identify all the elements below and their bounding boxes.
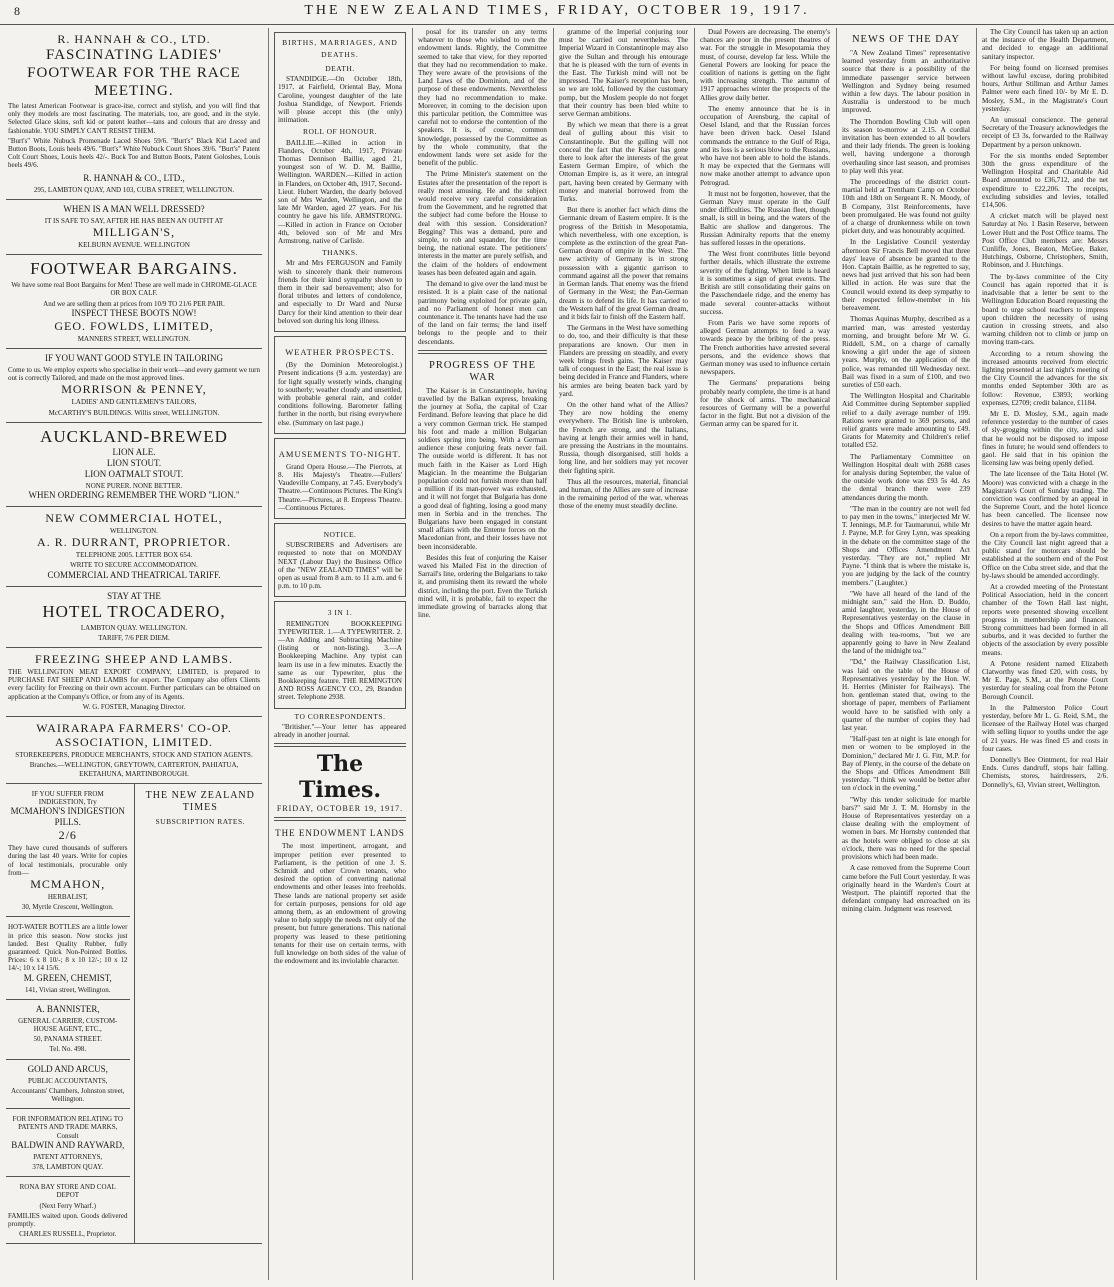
thanks-heading: THANKS.: [322, 248, 358, 258]
amusements-heading: AMUSEMENTS TO-NIGHT.: [278, 448, 402, 459]
war-heading: PROGRESS OF THE WAR: [429, 359, 536, 383]
weather-box: [274, 336, 406, 434]
trocadero-ad: [6, 587, 262, 648]
double-rule: [274, 817, 406, 821]
news-item: The Parliamentary Committee on Wellington Hospital dealt with 2688 cases for analysis during September, the value of the outside work done was £93 5s 4d. As the dental branch there were 239 attendances during the month.: [842, 452, 970, 502]
death-heading: DEATH.: [325, 64, 355, 73]
ad-lead: STAY AT THE: [107, 590, 161, 601]
honour-notice: BAILLIE.—Killed in action in Flanders, October 4th, 1917, Private Thomas Dennison Baillie, aged 21, youngest son of W. D. M. Baillie, Wellington. WARDEN.—Killed in action in Flanders, on October 4th, 1917, Second-Lieut. Hubert Warden, the dearly beloved son of Mrs Warden, Wellington, and the late Mr Warden, aged 27 years. For his country he gave his life. ARMSTRONG.—Killed in action in France on October 4th, beloved son of Mr and Mrs Armstrong, native of Carlisle.: [278, 138, 402, 246]
article-text: The West front contributes little beyond further details, which illustrate the extreme severity of the fighting. When little is heard it is sometimes a sign of great events. The British are still consolidating their gains on the Passchendaele ridge, and the enemy has made several counter-attacks without success.: [700, 250, 830, 316]
news-item: "Half-past ten at night is late enough for men or women to be employed in the Dominion," declared Mr J. G. Fitt, M.P. for Bay of Plenty, in the course of the debate on the Shops and Offices Amendment Bill yesterday. "I think we would be better after ten o'clock in the evening.": [842, 735, 970, 793]
subscription-rates-label: SUBSCRIPTION RATES.: [155, 816, 246, 826]
ad-address: 378, LAMBTON QUAY.: [32, 1162, 104, 1171]
ad-name: RONA BAY STORE AND COAL DEPOT: [19, 1183, 116, 1200]
ad-phone: Tel. No. 498.: [49, 1045, 87, 1054]
rates-table-placeholder: [139, 828, 263, 1128]
ad-proprietor: A. R. DURRANT, PROPRIETOR.: [37, 535, 231, 550]
ad-items: "Burt's" White Nubuck Promenade Laced Shoes 59/6. "Burt's" Black Kid Laced and Button Boots, Louis heels 49/6. "Burt's" White Nubuck Court Shoes 39/6. "Burt's" Patent Colt Court Shoes, Louis heels 42/-. Buck Toe and Button Boots, Patent Goloshes, Louis heels 49/6.: [8, 136, 260, 170]
ad-trade: LADIES' AND GENTLEMEN'S TAILORS,: [71, 398, 197, 407]
news-item: For the six months ended September 30th the gross expenditure of the Wellington Hospital and Charitable Aid Board amounted to £36,712, and the net expenditure to £22,206. The receipts, excluding subsidies and levies, totalled £14,506.: [982, 151, 1108, 210]
ad-name: A. BANNISTER,: [35, 1003, 100, 1014]
ad-address: KELBURN AVENUE. WELLINGTON: [78, 241, 190, 250]
news-item: "We have all heard of the land of the midnight sun," said the Hon. D. Buddo, amid laughter, yesterday, in the House of Representatives yesterday on the clause in the Shops and Offices Amendment Bill dealing with tea-rooms, "but we are apparently going to have in New Zealand the land of the midnight tea.": [842, 589, 970, 656]
article-text: The Germans' preparations being probably nearly complete, the time is at hand for the shock of arms. The mechanical resources of Germany will be a powerful factor in the fight. But not a division of the German army can be spared for it.: [700, 379, 830, 429]
correspondents-text: "Britisher."—Your letter has appeared already in another journal.: [274, 722, 406, 739]
ad-address: 50, PANAMA STREET.: [33, 1035, 102, 1044]
ad-name: GEO. FOWLDS, LIMITED,: [54, 318, 214, 333]
ad-name: MILLIGAN'S,: [92, 225, 176, 240]
editorial-text: The Prime Minister's statement on the Estates after the presentation of the report is really most amusing. He and the subject would receive very careful consideration from the Government, and he regretted that the subject had come before the House to deal with this session. Consideration? Begging? This was a demand, pure and simple, to rob and squander, for the time being, the national estate. The petitioners' interests in the matter are purely selfish, and the claim of the holders of endowment leases has been defeated again and again.: [418, 170, 547, 277]
small-ads-left: [6, 784, 135, 1244]
correspondents-heading: TO CORRESPONDENTS.: [294, 711, 386, 721]
news-item: "Dd," the Railway Classification List, was laid on the table of the House of Representatives yesterday by the Hon. W. H. Herries (Minister for Railways). The hon. gentleman stated that, owing to the shortage of paper, members of Parliament would have to be satisfied with only a quarter of the number of copies they had last year.: [842, 658, 970, 733]
ad-body: HOT-WATER BOTTLES are a little lower in price this season. Now stocks just landed. Best Quality Rubber, fully guaranteed. Quick Non-Pointed Bottles. Prices: 6 x 8 10/-; 8 x 10 12/-; 10 x 12 14/-; 10 x 14 15/6.: [8, 923, 128, 973]
ad-signature: CHARLES RUSSELL, Proprietor.: [19, 1230, 117, 1239]
ad-address: 141, Vivian street, Wellington.: [25, 985, 111, 994]
ad-headline: FASCINATING LADIES' FOOTWEAR FOR THE RACE MEETING.: [27, 47, 241, 99]
editorial-column: [412, 28, 553, 1278]
news-item: A Petone resident named Elizabeth Clatworthy was fined £20, with costs, by Mr E. Page, S.M., at the Petone Court yesterday for stealing coal from the Petone Borough Council.: [982, 659, 1108, 701]
ad-name: MORRISON & PENNEY,: [61, 382, 207, 397]
news-item: On a report from the by-laws committee, the City Council last night agreed that a public stand for motorcars should be established at the southern end of the Post Office on the Cuba street side, and that the by-laws should be amended accordingly.: [982, 530, 1108, 580]
milligan-ad: [6, 200, 262, 255]
ad-name: GOLD AND ARCUS,: [27, 1063, 108, 1074]
ad-line: LION STOUT.: [106, 457, 162, 468]
article-text: By which we mean that there is a great deal of gulling about this visit to Constantinople. But the gulling will not conceal the fact that the Kaiser has gone there to look after the interests of the great Eastern German Empire, of which the Ottoman Empire is, as it were, an integral part, having been created by Germany with money and material borrowed from the Turks.: [559, 121, 688, 204]
news-item: Thomas Aquinas Murphy, described as a married man, was arrested yesterday morning, and brought before Mr W. G. Riddell, S.M., on a charge of carnally knowing a girl under the age of sixteen years. Murphy, on the application of the police, was remanded till Wednesday next. Bail was fixed in a sum of £100, and two sureties of £50 each.: [842, 315, 970, 389]
hotwater-ad: [6, 917, 130, 999]
news-item: "The man in the country are not well fed to pay men in the towns," interjected Mr W. T. Jennings, M.P. for Taumarunui, while Mr J. Payne, M.P. for Grey Lynn, was speaking in the debate on the committee stage of the Shops and Offices Amendment Act yesterday. "They are not," replied Mr Payne. "I think that is where the mistake is, you are judging by the lack of the country members." (Laughter.): [842, 504, 970, 587]
ad-lead: IF YOU WANT GOOD STYLE IN TAILORING: [45, 353, 223, 364]
ad-product: MCMAHON'S INDIGESTION PILLS.: [10, 806, 125, 828]
war-text: The Kaiser is in Constantinople, having travelled by the Balkan express, breaking the journey at Sofia, the capital of Czar Ferdinand. Before leaving that place he did a very common German trick. He stamped his foot and made a million Bulgarian soldiers spring into being. With a German audience these conjuring feats never fail. The outside world is different. It has not much faith in the Kaiser as Lord High Magician. In the meantime the Bulgarian population could not furnish more than half a million if its man-power was exhausted, and it will not forget that Bulgaria has done a good deal of fighting, losing a good many men in Serbia and in the trenches. The Bulgarians have been engaged in constant small affairs with the Entente forces on the Macedonian front, and their losses have not been inconsiderable.: [418, 386, 547, 551]
small-ads-row: [6, 784, 262, 1245]
gold-arcus-ad: [6, 1060, 130, 1110]
article-text: Thus all the resources, material, financial and human, of the Allies are sure of increase in the remaining period of the war, whereas those of the enemy must steadily decline.: [559, 477, 688, 511]
ad-address: Accountants' Chambers, Johnston street, Wellington.: [11, 1086, 125, 1103]
ad-name: BALDWIN AND RAYWARD,: [11, 1139, 125, 1150]
masthead-title: THE NEW ZEALAND TIMES, FRIDAY, OCTOBER 19, 1917.: [304, 3, 810, 18]
news-item: "A New Zealand Times" representative learned yesterday from an authoritative source that there is a possibility of the immediate passenger service between Wellington and Sydney being resumed within a few days. The labour position in Australia is understood to be much improved.: [842, 49, 970, 115]
article-text: It must not be forgotten, however, that the German Navy must operate in the Gulf under difficulties. The Russian fleet, though small, is still in being, and the waters of the Baltic are shallow and dangerous. The Russian Admiralty reports that the enemy has suffered losses in the operations.: [700, 189, 830, 248]
ad-body: FAMILIES waited upon. Goods delivered promptly.: [8, 1211, 128, 1228]
ad-name: NEW COMMERCIAL HOTEL,: [45, 511, 223, 526]
ad-address: McCARTHY'S BUILDINGS. Willis street, WELLINGTON.: [48, 408, 220, 417]
ad-body: The latest American Footwear is grace-itse, correct and stylish, and you will find that only they models are most fascinating. The materials, too, are good, and in the style. Selected Glace skins, soft kid or patent leather—tans and colours that are dressy and fashionable. YOU SIMPLY CAN'T RESIST THEM.: [8, 102, 260, 135]
news-item: The by-laws committee of the City Council has again reported that it is inadvisable that a letter be sent to the Wellington Education Board requesting the board to urge school teachers to impress upon children the necessity of using caution in crossing streets, and also warning children not to climb or jump on moving tram-cars.: [982, 272, 1108, 347]
times-rates-heading: THE NEW ZEALAND TIMES: [145, 789, 255, 813]
ad-cta: INSPECT THESE BOOTS NOW!: [71, 307, 197, 318]
freezing-ad: [6, 648, 262, 717]
death-notice: STANDIDGE.—On October 18th, 1917, at Fairfield, Oriental Bay, Mona Caroline, youngest daughter of the late Joshua Standidge, of Newport. Friends will please accept this (the only) intimation.: [278, 75, 402, 125]
news-item: In the Palmerston Police Court yesterday, before Mr L. G. Reid, S.M., the licensee of the Railway Hotel was charged with selling liquor to youths under the age of 21 years. He was fined £5 and costs in four cases.: [982, 703, 1108, 753]
page-number: 8: [14, 4, 20, 18]
news-item: A cricket match will be played next Saturday at No. 1 Basin Reserve, between Lower Hutt and the Post Office teams. The Post Office Club members are: Messrs Cunliffe, Jones, Beaton, McGee, Baker, Hutchings, Osborne, Christophers, Smith, Robinson, and J. Hutchings.: [982, 212, 1108, 270]
ad-headline: WAIRARAPA FARMERS' CO-OP. ASSOCIATION, LIMITED.: [36, 721, 232, 750]
editorial-text: posal for its transfer on any terms whatever to those who wished to own the endowment lands. Rightly, the Committee seemed to take that view, for they reported that they had no recommendation to make. They were aware of the provisions of the Land Laws of the Dominion, and of the purpose of these endowments. Nevertheless they had no recommendation to make. Moreover, in coming to the decision upon this particular petition, the Committee was careful not to endorse the contention of the speakers. It is, of course, common knowledge, possessed by the Committee as by the whole community, that the endowment lands were set aside for the benefit of the public.: [418, 28, 547, 168]
ad-remember: WHEN ORDERING REMEMBER THE WORD "LION.": [28, 490, 240, 501]
ad-footer: R. HANNAH & CO., LTD.,: [83, 172, 185, 183]
ad-tariff: COMMERCIAL AND THEATRICAL TARIFF.: [47, 569, 221, 580]
notices-column: [268, 28, 412, 1278]
amusements-box: [274, 438, 406, 519]
article-text: From Paris we have some reports of alleged German attempts to feed a way towards peace by the bribing of the press. The French authorities have arrested several persons, and the evidence shows that German money was used to influence certain newspapers.: [700, 318, 830, 377]
notice-heading: NOTICE.: [323, 529, 357, 539]
ad-trade: GENERAL CARRIER, CUSTOM-HOUSE AGENT, ETC.,: [18, 1016, 118, 1033]
notice-box: [274, 523, 406, 597]
news-item: A case removed from the Supreme Court came before the Full Court yesterday. It was originally heard in the Warden's Court at Westport. The plaintiff reported that the defendant company had encroached on its mining claim. Judgment was reserved.: [842, 864, 970, 914]
ad-trade: PATENT ATTORNEYS,: [33, 1152, 103, 1161]
news-item: An unusual conscience. The general Secretary of the Treasury acknowledges the receipt of £3 3s, forwarded to the Railway Department by a person unknown.: [982, 116, 1108, 149]
remington-box: [274, 601, 406, 708]
lion-ad: [6, 423, 262, 507]
endowment-text: The most impertinent, arrogant, and improper petition ever presented to Parliament, is the petition of one J. S. Schmidt and other Crown tenants, who desired the option of converting national endowments and other leases into freeholds. These lands are national property set aside for certain purposes, pensions for old age among them, as an endowment of growing value to help supply the needs not only of the present, but future generations. This national property was leased to these petitioning tenants for their use on certain terms, with full knowledge on both sides of the value of the endowment and its inviolable character.: [274, 842, 406, 966]
births-box: [274, 32, 406, 332]
advertisement-column: [0, 28, 268, 1278]
ad-address: LAMBTON QUAY. WELLINGTON.: [80, 623, 188, 632]
ad-trade: PUBLIC ACCOUNTANTS,: [27, 1076, 108, 1085]
ad-line: LION ALE.: [112, 446, 156, 457]
times-logo: The Times.: [298, 751, 382, 804]
masthead: [0, 0, 1114, 25]
ad-city: WELLINGTON.: [110, 527, 158, 536]
ad-address: MANNERS STREET, WELLINGTON.: [77, 334, 191, 343]
honour-heading: ROLL OF HONOUR.: [302, 127, 378, 137]
article-text: The enemy announce that he is in occupation of Arensburg, the capital of Oesel Island, and that the Russian forces have been driven back. Oesel Island commands the entrance to the Gulf of Riga, and its loss is a serious blow to the Russians, who have not been able to hold the islands. It may be expected that the Germans will now make another attempt to advance upon Petrograd.: [700, 104, 830, 187]
ad-phone: TELEPHONE 2005. LETTER BOX 654.: [75, 551, 193, 560]
war-text: Besides this feat of conjuring the Kaiser waved his Mailed Fist in the direction of Sarrail's line, ordering the Bulgarians to take it, and promising them its reward the whole district, including the port. Even the Turkish mind will, it is probable, fail to expect the immediate growing of barracks along that line.: [418, 553, 547, 620]
endowment-heading: THE ENDOWMENT LANDS: [275, 828, 405, 839]
remington-text: REMINGTON BOOKKEEPING TYPEWRITER. 1.—A TYPEWRITER. 2.—An Adding and Subtracting Machine (listing or non-listing). 3.—A Bookkeeping Machine. Any typist can learn its use in a few minutes. Exactly the same as our Typewriter, plus the Bookkeeping feature. THE REMINGTON AND ROSS AGENCY CO., 29, Brandon street. Telephone 2938.: [278, 619, 402, 702]
double-rule: [274, 743, 406, 747]
ad-foot: NONE PURER. NONE BETTER.: [85, 481, 183, 490]
news-item: The City Council has taken up an action at the instance of the Health Department, and decided to engage an additional sanitary inspector.: [982, 28, 1108, 61]
ad-address: 30, Myrtle Crescent, Wellington.: [21, 903, 114, 912]
war-column-continued: [694, 28, 836, 1278]
news-item: Donnelly's Bee Ointment, for real Hair Ends. Cures dandruff, stops hair falling. Chemists, stores, hairdressers, 2/6. Donnelly's, 63, Vivian street, Wellington.: [982, 756, 1108, 789]
amusements-text: Grand Opera House.—The Pierrots, at 8. His Majesty's Theatre.—Fullers' Vaudeville Company, at 7.45. Everybody's Theatre.—Continuous Pictures. The King's Theatre.—Pictures, at 8. Empress Theatre.—Continuous Pictures.: [278, 462, 402, 512]
ad-headline: AUCKLAND-BREWED: [40, 426, 228, 446]
thanks-notice: Mr and Mrs FERGUSON and Family wish to sincerely thank their numerous friends for their kind sympathy shown to them in their sad bereavement; also for floral tributes and letters of condolence, and especially to Dr Ward and Nurse Darcy for their kind attention to their dear beloved son during his long illness.: [278, 259, 402, 325]
ad-body: We have some real Boot Bargains for Men! These are well made in CHROME-GLACE OR BOX CALF.: [11, 281, 257, 298]
ad-sub: (Next Ferry Wharf.): [39, 1201, 96, 1210]
ad-sub: IT IS SAFE TO SAY, AFTER HE HAS BEEN AN OUTFIT AT: [44, 216, 224, 225]
news-item: For being found on licensed premises without lawful excuse, during prohibited hours, Arthur Stillman and Arthur James Palmer were each fined 10/- by Mr E. D. Mosley, S.M., in the Magistrate's Court yesterday.: [982, 63, 1108, 113]
ad-name: R. HANNAH & CO., LTD.: [57, 32, 211, 46]
notice-text: SUBSCRIBERS and Advertisers are requested to note that on MONDAY NEXT (Labour Day) the Business Office of the "NEW ZEALAND TIMES" will be open as usual from 8 a.m. to 11 a.m. and 6 p.m. to 10 p.m.: [278, 541, 402, 591]
news-heading: NEWS OF THE DAY: [851, 34, 961, 45]
ad-prices: And we are selling them at prices from 10/9 TO 21/6 PER PAIR.: [43, 299, 225, 308]
news-column: [836, 28, 976, 1278]
news-item: Mr E. D. Mosley, S.M., again made reference yesterday to the number of cases of sly-grogging within the city, and said that he would not be disposed to impose fines in future; he would send offenders to gaol. He said that in his opinion the licensing law was being openly defied.: [982, 409, 1108, 468]
ad-branches: Branches.—WELLINGTON, GREYTOWN, CARTERTON, PAHIATUA, EKETAHUNA, MARTINBOROUGH.: [29, 761, 239, 778]
ad-trade: STOREKEEPERS, PRODUCE MERCHANTS, STOCK AND STATION AGENTS.: [15, 751, 253, 760]
article-text: gramme of the Imperial conjuring tour must be carried out nevertheless. The Imperial Wizard in Constantinople may also give the Sultan and through his entourage that he is pleased with the turn of events in the East. The Turkish mind will not be impressed. The Kaiser's reception has been, so we are told, followed by the customary pomp, but the Moslem people do not forget that their country has been bled white to serve German ambitions.: [559, 28, 688, 119]
ad-trade: HERBALIST,: [47, 892, 88, 901]
news-item: According to a return showing the increased amounts received from electric lighting presented at last night's meeting of the City Council the advances for the six months ended September 30th are as follow: Revenue, £3893; working expenses, £2709; credit balance, £1184.: [982, 349, 1108, 407]
births-heading: BIRTHS, MARRIAGES, AND DEATHS.: [282, 38, 398, 59]
news-item: The proceedings of the district court-martial held at Trentham Camp on October 10th and 18th on Sergeant R. N. Moody, of B Company, 31st Reinforcements, have been promulgated. He was found not guilty of a charge of drunkenness while on town picket duty, and was honourably acquitted.: [842, 178, 970, 236]
patents-ad: [6, 1109, 130, 1177]
ad-body: THE WELLINGTON MEAT EXPORT COMPANY, LIMITED, is prepared to PURCHASE FAT SHEEP AND LAMBS for export. The Company also offers Clients every facility for Freezing on their own account. Further particulars can be obtained on application at the Company's Office, or from any of its Agents.: [8, 668, 260, 701]
ad-headline: FOOTWEAR BARGAINS.: [30, 259, 238, 279]
article-text: The Germans in the West have something to do, too, and their difficulty is that these preparations are known. Our men in Flanders are pressing on steadily, and every week brings fresh gains. The Kaiser may talk of conquest in the East; the real issue is being decided in France and Flanders, where his armies are being beaten back yard by yard.: [559, 324, 688, 398]
bannister-ad: [6, 1000, 130, 1060]
weather-heading: WEATHER PROSPECTS.: [285, 347, 395, 358]
ad-headline: FREEZING SHEEP AND LAMBS.: [35, 652, 233, 667]
small-ads-right: [139, 784, 263, 1244]
ad-body: They have cured thousands of sufferers during the last 40 years. Write for copies of local testimonials, procurable only from—: [8, 844, 128, 877]
news-item: The Wellington Hospital and Charitable Aid Committee during September supplied relief to a daily average number of 199. Rations were granted to 369 persons, and relief grants were made amounting to £49. Grants for Maternity and Children's relief totalled £52.: [842, 392, 970, 450]
ad-line: LION OATMALT STOUT.: [84, 468, 184, 479]
news-item: In the Legislative Council yesterday afternoon Sir Francis Bell moved that three days' leave of absence be granted to the Hon. Captain Baillie, as he regretted to say, news had just arrived that his son had been killed in action. He was sure that the Council would extend its deep sympathy to their respected fellow-member in his bereavement.: [842, 238, 970, 313]
ad-body: Come to us. We employ experts who specialise in their work—and every garment we turn out is correctly Tailored, and made on the most approved lines.: [8, 366, 260, 383]
ad-price: 2/6: [58, 828, 77, 843]
news-item: The late licensee of the Taita Hotel (W. Moore) was convicted with a charge in the Magistrate's Court of Sunday trading. The conviction was confirmed by an appeal in the Supreme Court, and the hotel licence has been cancelled. The licensee now desires to have the matter again heard.: [982, 470, 1108, 528]
ad-lead: IF YOU SUFFER FROM INDIGESTION, Try: [31, 789, 104, 806]
rona-bay-ad: [6, 1177, 130, 1243]
ad-name: HOTEL TROCADERO,: [42, 601, 226, 621]
ad-lead: WHEN IS A MAN WELL DRESSED?: [63, 203, 205, 214]
article-text: But there is another fact which dims the Germanic dream of Eastern empire. It is the progress of the British in Mesopotamia, which nevertheless, with one exception, is complete as the extinction of the great Pan-German dream of empire in the West. The new activity of Germany is in strong possession with a gigantic garrison to command against all the power that remains in German lands. That enemy was the friend of Germany in the West; the Pan-German dream is to defend its life. It has carried to the Western half of the great German dream, and it bids fair to finish off the Eastern half.: [559, 206, 688, 321]
ad-note: WRITE TO SECURE ACCOMMODATION.: [70, 561, 198, 570]
dateline: FRIDAY, OCTOBER 19, 1917.: [276, 804, 404, 814]
remington-heading: 3 IN 1.: [327, 608, 353, 618]
article-text: Dual Powers are decreasing. The enemy's chances are poor in the present theatres of war. For the struggle in Mesopotamia they must, of course, develop far less. While the General Powers are looking for peace the coalition of nations is getting on the fight with increasing strength. The autumn of 1917 approaches winter the prospects of the Allies grow daily better.: [700, 28, 830, 102]
ad-signature: W. G. FOSTER, Managing Director.: [82, 702, 186, 711]
morrison-ad: [6, 349, 262, 423]
news-item: At a crowded meeting of the Protestant Political Association, held in the concert chamber of the Town Hall last night, reports were presented showing excellent progress in membership and finances. Strong committees had been formed in all suburbs, and it was decided to further the objects of the association by every possible means.: [982, 583, 1108, 657]
news-item: The Thorndon Bowling Club will open its season to-morrow at 2.15. A cordial invitation has been extended to all bowlers and their lady friends. The green is looking well, having undergone a thorough overhauling since last season, and promises to play well this year.: [842, 117, 970, 175]
article-text: On the other hand what of the Allies? They are now holding the enemy everywhere. The British line is unbroken, the French are strong, and the Italians, having at length their armies well in hand, are pressing the Austrians in the mountains. Russia, though disorganised, still holds a long line, and her soldiers may yet recover their fighting spirit.: [559, 400, 688, 475]
mcmahon-ad: [6, 784, 130, 918]
wairarapa-ad: [6, 717, 262, 784]
news-item: "Why this tender solicitude for marble bars?" said Mr J. T. M. Hornsby in the House of Representatives yesterday on a clause dealing with the employment of women in bars. Mr Hornsby contended that as the hotels were obliged to close at six o'clock, there was no need for the special provisions which had been made.: [842, 795, 970, 862]
weather-text: (By the Dominion Meteorologist.) Present indications (9 a.m. yesterday) are for light squally westerly winds, changing to southerly; weather cloudy and unsettled, with probable general rain, and colder conditions following. Barometer falling further in the north, but rising everywhere else. (Summary on last page.): [278, 361, 402, 427]
ad-lead: FOR INFORMATION RELATING TO PATENTS AND TRADE MARKS, Consult: [12, 1115, 123, 1140]
ad-tariff: TARIFF, 7/6 PER DIEM.: [98, 633, 170, 642]
editorial-text: The demand to give over the land must be resisted. It is a plain case of the national patrimony being exploited for private gain, and no Parliament of honest men can countenance it. The tenants have had the use of the land on fair terms; the land itself belongs to the people and to their descendants.: [418, 280, 547, 346]
war-column: [553, 28, 694, 1278]
ad-address: 295, LAMBTON QUAY, AND 103, CUBA STREET, WELLINGTON.: [33, 185, 235, 194]
double-rule: [418, 350, 547, 354]
footwear-ad: [6, 255, 262, 349]
commercial-hotel-ad: [6, 507, 262, 587]
local-news-column: [976, 28, 1114, 1278]
ad-name: MCMAHON,: [30, 876, 106, 891]
ad-name: M. GREEN, CHEMIST,: [23, 972, 112, 983]
hannah-ad: [6, 28, 262, 200]
